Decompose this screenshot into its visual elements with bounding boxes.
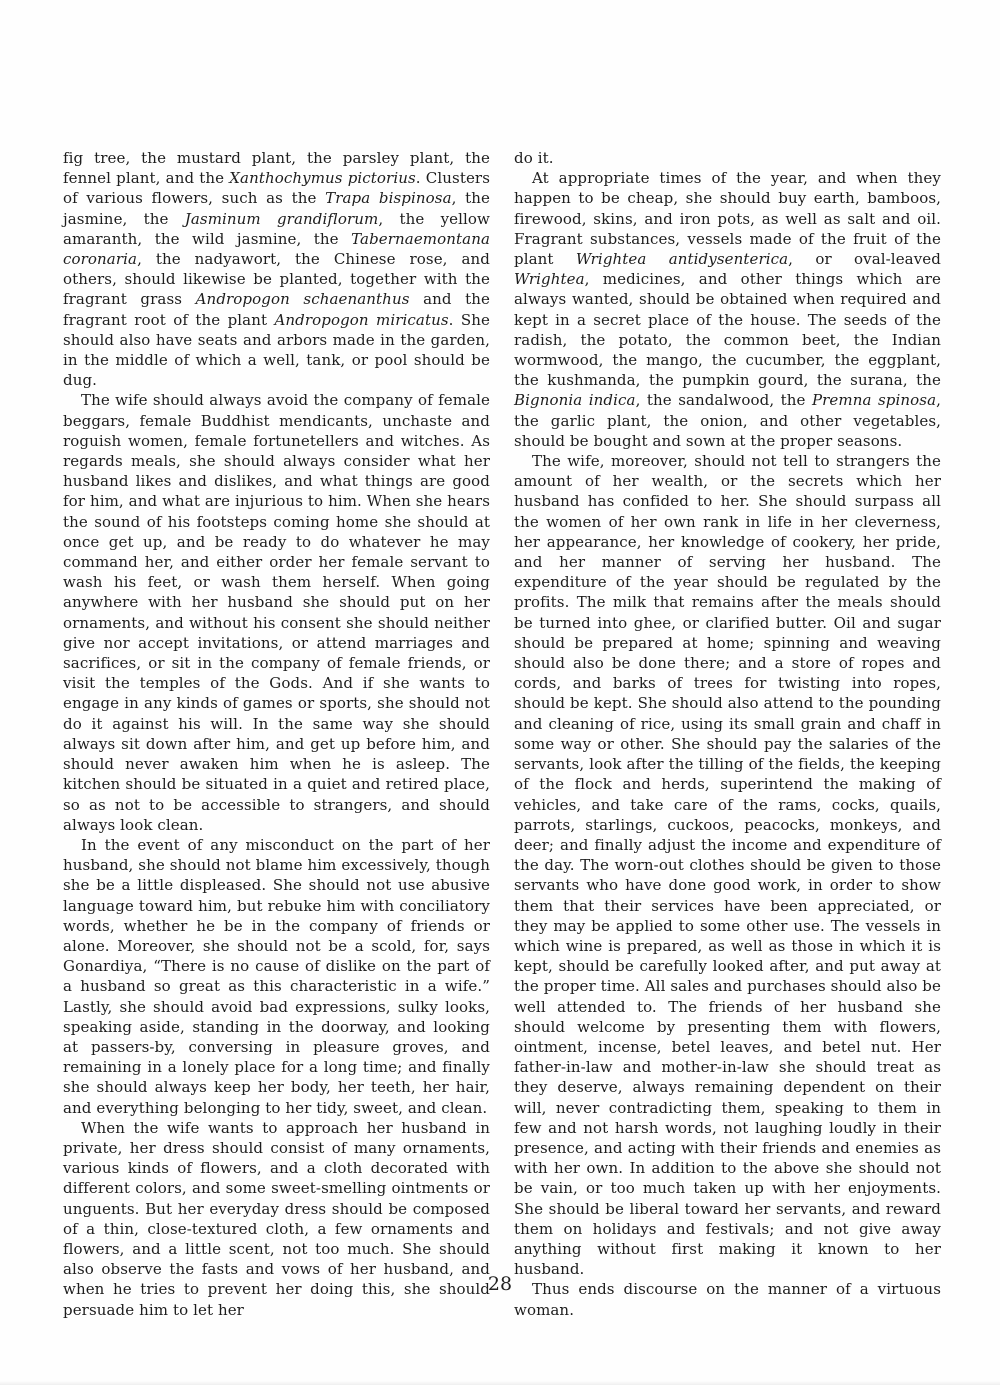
- text-segment: and the fragrant root of the plant: [63, 290, 491, 329]
- botanical-name: Andropogon schaenanthus: [195, 290, 410, 309]
- paragraph: [514, 451, 941, 1279]
- paragraph: [514, 148, 941, 168]
- botanical-name: Wrightea antidysenterica: [575, 250, 789, 269]
- right-column: [514, 148, 941, 1320]
- botanical-name: Andropogon miricatus: [274, 310, 449, 329]
- paragraph: [63, 390, 490, 834]
- text-segment: . Clusters of various flowers, such as the: [63, 169, 490, 208]
- text-segment: When the wife wants to approach her husband in private, her dress should consist of many ornaments, various kinds of flowers, and a cloth decorated with different colors, and some sweet-smelling ointments or unguents. But her everyday dress should be composed of a thin, close-textured cloth, a few ornaments and flowers, and a little scent, not too much. She should also observe the fasts and vows of her husband, and when he tries to prevent her doing this, she should persuade him to let her: [63, 1118, 490, 1319]
- text-segment: , or oval-leaved: [788, 250, 941, 269]
- paragraph: [514, 168, 941, 451]
- text-segment: The wife, moreover, should not tell to strangers the amount of her wealth, or the secrets which her husband has confided to her. She should surpass all the women of her own rank in life in her cleverness, her appearance, her knowledge of cookery, her pride, and her manner of serving her husband. The expenditure of the year should be regulated by the profits. The milk that remains after the meals should be turned into ghee, or clarified butter. Oil and sugar should be prepared at home; spinning and weaving should also be done there; and a store of ropes and cords, and barks of trees for twisting into ropes, should be kept. She should also attend to the pounding and cleaning of rice, using its small grain and chaff in some way or other. She should pay the salaries of the servants, look after the tilling of the fields, the keeping of the flock and herds, superintend the making of vehicles, and take care of the rams, cocks, quails, parrots, starlings, cuckoos, peacocks, monkeys, and deer; and finally adjust the income and expenditure of the day. The worn-out clothes should be given to those servants who have done good work, in order to show them that their services have been appreciated, or they may be applied to some other use. The vessels in which wine is prepared, as well as those in which it is kept, should be carefully looked after, and put away at the proper time. All sales and purchases should also be well attended to. The friends of her husband she should welcome by presenting them with flowers, ointment, incense, betel leaves, and betel nut. Her father-in-law and mother-in-law she should treat as they deserve, always remaining dependent on their will, never contradicting them, speaking to them in few and not harsh words, not laughing loudly in their presence, and acting with their friends and enemies as with her own. In addition to the above she should not be vain, or too much taken up with her enjoyments. She should be liberal toward her servants, and reward them on holidays and festivals; and not give away anything without first making it known to her husband.: [514, 452, 941, 1279]
- text-segment: In the event of any misconduct on the part of her husband, she should not blame him excessively, though she be a little displeased. She should not use abusive language toward him, but rebuke him with conciliatory words, whether he be in the company of friends or alone. Moreover, she should not be a scold, for, says Gonardiya, “There is no cause of dislike on the part of a husband so great as this characteristic in a wife.” Lastly, she should avoid bad expressions, sulky looks, speaking aside, standing in the doorway, and looking at passers-by, conversing in pleasure groves, and remaining in a lonely place for a long time; and finally she should always keep her body, her teeth, her hair, and everything belonging to her tidy, sweet, and clean.: [63, 835, 490, 1117]
- text-segment: do it.: [514, 149, 554, 167]
- botanical-name: Premna spinosa: [811, 391, 937, 410]
- left-column: [63, 148, 490, 1320]
- text-segment: . She should also have seats and arbors made in the garden, in the middle of which a well, tank, or pool should be dug.: [63, 310, 490, 390]
- botanical-name: Tabernaemontana coronaria: [63, 229, 490, 269]
- text-segment: , the yellow amaranth, the wild jasmine, the: [63, 209, 490, 248]
- botanical-name: Wrightea: [514, 270, 585, 289]
- text-segment: At appropriate times of the year, and when they happen to be cheap, she should buy earth, bamboos, firewood, skins, and iron pots, as well as salt and oil. Fragrant substances, vessels made of the fruit of the plant: [514, 169, 941, 269]
- botanical-name: Jasminum grandiflorum: [184, 209, 379, 228]
- text-segment: fig tree, the mustard plant, the parsley plant, the fennel plant, and the: [63, 149, 490, 188]
- botanical-name: Trapa bispinosa: [325, 189, 452, 208]
- page-number: 28: [487, 1273, 513, 1295]
- paragraph: [63, 148, 490, 390]
- text-segment: , the garlic plant, the onion, and other vegetables, should be bought and sown at the proper seasons.: [514, 391, 941, 450]
- text-segment: , the nadyawort, the Chinese rose, and others, should likewise be planted, together with the fragrant grass: [63, 250, 490, 309]
- page-bottom-shadow: [0, 1381, 1000, 1385]
- text-segment: Thus ends discourse on the manner of a virtuous woman.: [514, 1280, 941, 1319]
- text-segment: , medicines, and other things which are always wanted, should be obtained when required and kept in a secret place of the house. The seeds of the radish, the potato, the common beet, the Indian wormwood, the mango, the cucumber, the eggplant, the kushmanda, the pumpkin gourd, the surana, the: [514, 270, 941, 390]
- text-segment: , the sandalwood, the: [635, 391, 812, 410]
- botanical-name: Bignonia indica: [514, 391, 636, 410]
- botanical-name: Xanthochymus pictorius: [229, 169, 416, 188]
- text-segment: The wife should always avoid the company of female beggars, female Buddhist mendicants, unchaste and roguish women, female fortunetellers and witches. As regards meals, she should always consider what her husband likes and dislikes, and what things are good for him, and what are injurious to him. When she hears the sound of his footsteps coming home she should at once get up, and be ready to do whatever he may command her, and either order her female servant to wash his feet, or wash them herself. When going anywhere with her husband she should put on her ornaments, and without his consent she should neither give nor accept invitations, or attend marriages and sacrifices, or sit in the company of female friends, or visit the temples of the Gods. And if she wants to engage in any kinds of games or sports, she should not do it against his will. In the same way she should always sit down after him, and get up before him, and should never awaken him when he is asleep. The kitchen should be situated in a quiet and retired place, so as not to be accessible to strangers, and should always look clean.: [63, 391, 490, 834]
- paragraph: [63, 835, 490, 1118]
- text-segment: , the jasmine, the: [63, 189, 490, 228]
- text-block: [63, 148, 941, 1320]
